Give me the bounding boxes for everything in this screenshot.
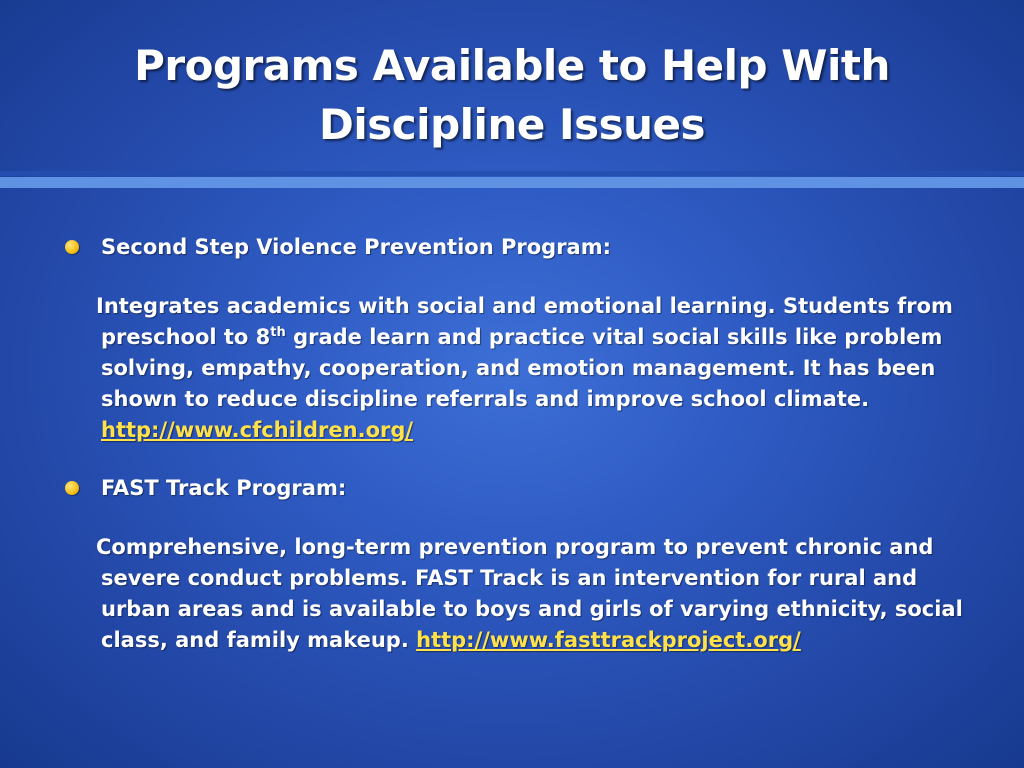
title-line-1: Programs Available to Help With — [134, 41, 890, 90]
second-step-heading: Second Step Violence Prevention Program: — [101, 235, 611, 259]
bullet-dot-icon — [65, 240, 79, 254]
cfchildren-link[interactable]: http://www.cfchildren.org/ — [101, 418, 414, 442]
bullet-dot-icon — [65, 481, 79, 495]
bullet-second-step — [64, 232, 984, 263]
fast-track-description — [64, 532, 984, 656]
fast-track-heading: FAST Track Program: — [101, 476, 347, 500]
ordinal-suffix: th — [270, 325, 286, 340]
bullet-fast-track — [64, 473, 984, 504]
title-divider-shadow — [0, 171, 1024, 176]
fast-track-text: Comprehensive, long-term prevention program to prevent chronic and severe conduct problems. FAST Track is an intervention for rural and urban areas and is available to boys and girls of varying ethnicity, social class, and family makeup. — [96, 535, 963, 652]
slide-title — [40, 36, 984, 154]
second-step-description — [64, 291, 984, 446]
fasttrack-link[interactable]: http://www.fasttrackproject.org/ — [416, 628, 801, 652]
second-step-text-2: grade learn and practice vital social skills like problem solving, empathy, cooperation, and emotion management. It has been shown to reduce discipline referrals and improve school climate. — [101, 325, 943, 411]
slide-content — [64, 232, 984, 656]
title-line-2: Discipline Issues — [319, 100, 705, 149]
second-step-text-1: Integrates academics with social and emotional learning. Students from preschool to 8 — [96, 294, 953, 349]
title-divider — [0, 177, 1024, 188]
